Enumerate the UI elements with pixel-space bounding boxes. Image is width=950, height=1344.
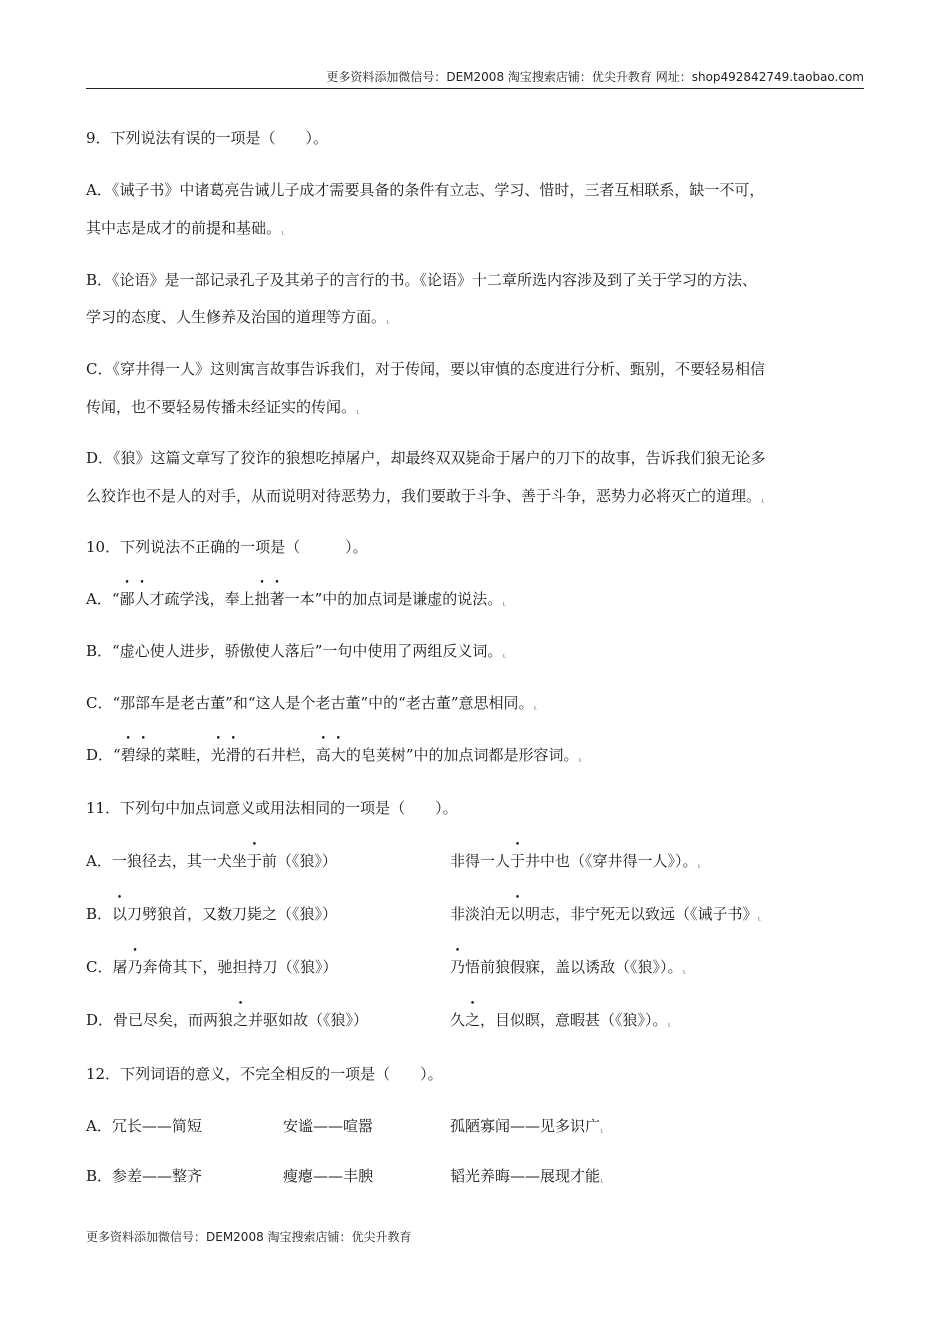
- q10-option-d: D．“碧绿的菜畦，光滑的石井栏，高大的皂荚树”中的加点词都是形容词。⸤: [86, 746, 583, 764]
- paragraph-mark: ⸤: [502, 648, 507, 659]
- q9-option-c-line2: 传闻，也不要轻易传播未经证实的传闻。⸤: [86, 398, 360, 416]
- q12-option-a-col3: 孤陋寡闻——见多识广⸤: [450, 1117, 604, 1135]
- q9-option-d-line1: D．《狼》这篇文章写了狡诈的狼想吃掉屠户，却最终双双毙命于屠户的刀下的故事，告诉我们狼无论多: [86, 449, 766, 467]
- paragraph-mark: ⸤: [281, 225, 285, 236]
- paragraph-mark: ⸤: [356, 404, 360, 415]
- emphasis-char: 乃: [450, 958, 466, 976]
- q9-stem: 9．下列说法有误的一项是（ ）。: [86, 129, 329, 147]
- q12-option-a-col2: 安谧——喧嚣: [283, 1117, 374, 1135]
- emphasis-char: 之: [233, 1011, 249, 1029]
- q10-option-a: A．“鄙人才疏学浅，奉上拙著一本”中的加点词是谦虚的说法。⸤: [86, 590, 507, 608]
- emphasis-char: 大: [330, 746, 346, 764]
- paragraph-mark: ⸤: [533, 700, 538, 711]
- emphasis-char: 绿: [135, 746, 151, 764]
- q11-stem: 11．下列句中加点词意义或用法相同的一项是（ ）。: [86, 799, 458, 817]
- q11-option-b-right: 非淡泊无以明志，非宁死无以致远（《诫子书》⸤: [450, 905, 762, 923]
- paragraph-mark: ⸤: [667, 1017, 672, 1028]
- q11-option-d-left: D．骨已尽矣，而两狼之并驱如故（《狼》）: [86, 1011, 369, 1029]
- paragraph-mark: ⸤: [682, 964, 687, 975]
- emphasis-char: 于: [510, 852, 526, 870]
- q12-option-b-col3: 韬光养晦——展现才能⸤: [450, 1167, 604, 1185]
- q12-stem: 12．下列词语的意义，不完全相反的一项是（ ）。: [86, 1065, 443, 1083]
- emphasis-char: 高: [315, 746, 331, 764]
- emphasis-char: 著: [269, 590, 285, 608]
- page-footer: 更多资料添加微信号：DEM2008 淘宝搜索店铺：优尖升教育: [86, 1230, 412, 1244]
- emphasis-char: 碧: [120, 746, 136, 764]
- paragraph-mark: ⸤: [697, 858, 702, 869]
- paragraph-mark: ⸤: [757, 911, 762, 922]
- q9-option-d-line2: 么狡诈也不是人的对手，从而说明对待恶势力，我们要敢于斗争、善于斗争，恶势力必将灭亡的道理。⸤: [86, 487, 765, 505]
- emphasis-char: 光: [210, 746, 226, 764]
- q12-option-b-col2: 瘦瘪——丰腴: [283, 1167, 374, 1185]
- q11-option-c-right: 乃悟前狼假寐，盖以诱敌（《狼》）。⸤: [450, 958, 687, 976]
- q9-option-a-line1: A．《诫子书》中诸葛亮告诫儿子成才需要具备的条件有立志、学习、惜时，三者互相联系，缺一不可，: [86, 181, 765, 199]
- paragraph-mark: ⸤: [600, 1123, 604, 1134]
- q12-option-a-col1: A．冗长——简短: [86, 1117, 202, 1135]
- q10-stem: 10．下列说法不正确的一项是（ ）。: [86, 538, 368, 556]
- emphasis-char: 人: [134, 590, 150, 608]
- emphasis-char: 于: [246, 852, 262, 870]
- emphasis-char: 以: [112, 905, 128, 923]
- emphasis-char: 滑: [225, 746, 241, 764]
- q12-option-b-col1: B．参差——整齐: [86, 1167, 203, 1185]
- emphasis-char: 拙: [254, 590, 270, 608]
- q9-option-b-line2: 学习的态度、人生修养及治国的道理等方面。⸤: [86, 308, 390, 326]
- emphasis-char: 之: [465, 1011, 481, 1029]
- q9-option-b-line1: B．《论语》是一部记录孔子及其弟子的言行的书。《论语》十二章所选内容涉及到了关于学习的方法、: [86, 271, 758, 289]
- paragraph-mark: ⸤: [386, 314, 390, 325]
- paragraph-mark: ⸤: [761, 493, 765, 504]
- emphasis-char: 乃: [127, 958, 143, 976]
- q11-option-a-right: 非得一人于井中也（《穿井得一人》）。⸤: [450, 852, 702, 870]
- q10-option-b: B．“虚心使人进步，骄傲使人落后”一句中使用了两组反义词。⸤: [86, 642, 507, 660]
- paragraph-mark: ⸤: [502, 596, 507, 607]
- q11-option-a-left: A．一狼径去，其一犬坐于前（《狼》）: [86, 852, 337, 870]
- emphasis-char: 鄙: [119, 590, 135, 608]
- emphasis-char: 以: [510, 905, 526, 923]
- q11-option-b-left: B．以刀劈狼首，又数刀毙之（《狼》）: [86, 905, 338, 923]
- paragraph-mark: ⸤: [600, 1173, 604, 1184]
- q11-option-c-left: C．屠乃奔倚其下，驰担持刀（《狼》）: [86, 958, 338, 976]
- q11-option-d-right: 久之，目似瞑，意暇甚（《狼》）。⸤: [450, 1011, 672, 1029]
- paragraph-mark: ⸤: [578, 752, 583, 763]
- q10-option-c: C．“那部车是老古董”和“这人是个老古董”中的“老古董”意思相同。⸤: [86, 694, 538, 712]
- page-header: 更多资料添加微信号：DEM2008 淘宝搜索店铺：优尖升教育 网址：shop492842749.taobao.com: [86, 68, 864, 89]
- q9-option-c-line1: C．《穿井得一人》这则寓言故事告诉我们，对于传闻，要以审慎的态度进行分析、甄别，不要轻易相信: [86, 360, 765, 378]
- q9-option-a-line2: 其中志是成才的前提和基础。⸤: [86, 219, 285, 237]
